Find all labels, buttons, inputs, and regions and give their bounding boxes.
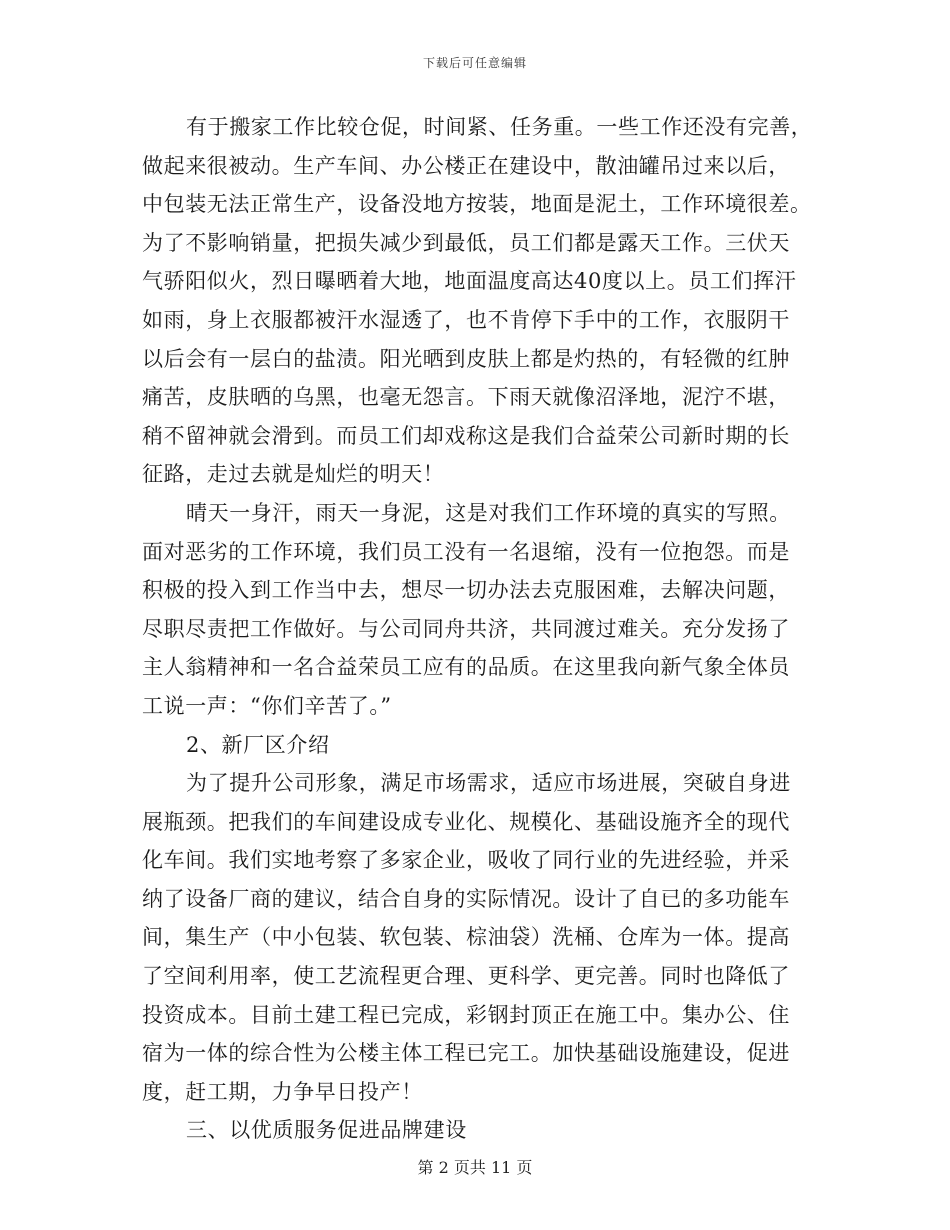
text-line: 以后会有一层白的盐渍。阳光晒到皮肤上都是灼热的，有轻微的红肿 [142, 346, 790, 371]
text-line: 面对恶劣的工作环境，我们员工没有一名退缩，没有一位抱怨。而是 [142, 539, 790, 564]
text-line: 了空间利用率，使工艺流程更合理、更科学、更完善。同时也降低了 [142, 964, 790, 989]
text-line: 痛苦，皮肤晒的乌黑，也毫无怨言。下雨天就像沼泽地，泥泞不堪， [142, 385, 790, 410]
text-line: 有于搬家工作比较仓促，时间紧、任务重。一些工作还没有完善， [186, 115, 813, 139]
text-line: 晴天一身汗，雨天一身泥，这是对我们工作环境的真实的写照。 [186, 500, 791, 525]
text-line: 展瓶颈。把我们的车间建设成专业化、规模化、基础设施齐全的现代 [142, 809, 790, 834]
paragraph-new-plant [142, 764, 810, 1111]
text-line: 间，集生产（中小包装、软包装、棕油袋）洗桶、仓库为一体。提高 [142, 925, 790, 950]
paragraph-work-environment [142, 494, 810, 726]
text-line: 如雨，身上衣服都被汗水湿透了，也不肯停下手中的工作，衣服阴干 [142, 307, 790, 332]
text-line: 为了提升公司形象，满足市场需求，适应市场进展，突破自身进 [186, 771, 791, 796]
text-line: 做起来很被动。生产车间、办公楼正在建设中，散油罐吊过来以后， [142, 153, 790, 178]
section-heading: 三、以优质服务促进品牌建设 [186, 1118, 467, 1143]
text-line: 稍不留神就会滑到。而员工们却戏称这是我们合益荣公司新时期的长 [142, 423, 790, 448]
text-line: 度，赶工期，力争早日投产！ [142, 1079, 423, 1104]
text-line: 气骄阳似火，烈日曝晒着大地，地面温度高达40度以上。员工们挥汗 [142, 269, 797, 294]
text-line: 为了不影响销量，把损失减少到最低，员工们都是露天工作。三伏天 [142, 230, 790, 255]
page-number: 第 2 页共 11 页 [417, 1158, 533, 1177]
section-heading-service-brand [142, 1111, 810, 1150]
text-line: 中包装无法正常生产，设备没地方按装，地面是泥土，工作环境很差。 [142, 192, 812, 217]
text-line: 尽职尽责把工作做好。与公司同舟共济，共同渡过难关。充分发扬了 [142, 616, 790, 641]
text-line: 宿为一体的综合性为公楼主体工程已完工。加快基础设施建设，促进 [142, 1041, 790, 1066]
text-line: 主人翁精神和一名合益荣员工应有的品质。在这里我向新气象全体员 [142, 655, 790, 680]
section-heading-new-plant [142, 726, 810, 765]
text-line: 投资成本。目前土建工程已完成，彩钢封顶正在施工中。集办公、住 [142, 1002, 790, 1027]
page-header: 下载后可任意编辑 [422, 56, 527, 70]
paragraph-relocation-work [142, 108, 813, 494]
text-line: 征路，走过去就是灿烂的明天！ [142, 462, 445, 487]
text-line: 化车间。我们实地考察了多家企业，吸收了同行业的先进经验，并采 [142, 848, 790, 873]
document-body [142, 108, 813, 1150]
text-line: 工说一声：“你们辛苦了。” [142, 693, 392, 718]
section-heading: 2、新厂区介绍 [186, 732, 330, 757]
text-line: 纳了设备厂商的建议，结合自身的实际情况。设计了自已的多功能车 [142, 886, 790, 911]
text-line: 积极的投入到工作当中去，想尽一切办法去克服困难，去解决问题， [142, 578, 790, 603]
